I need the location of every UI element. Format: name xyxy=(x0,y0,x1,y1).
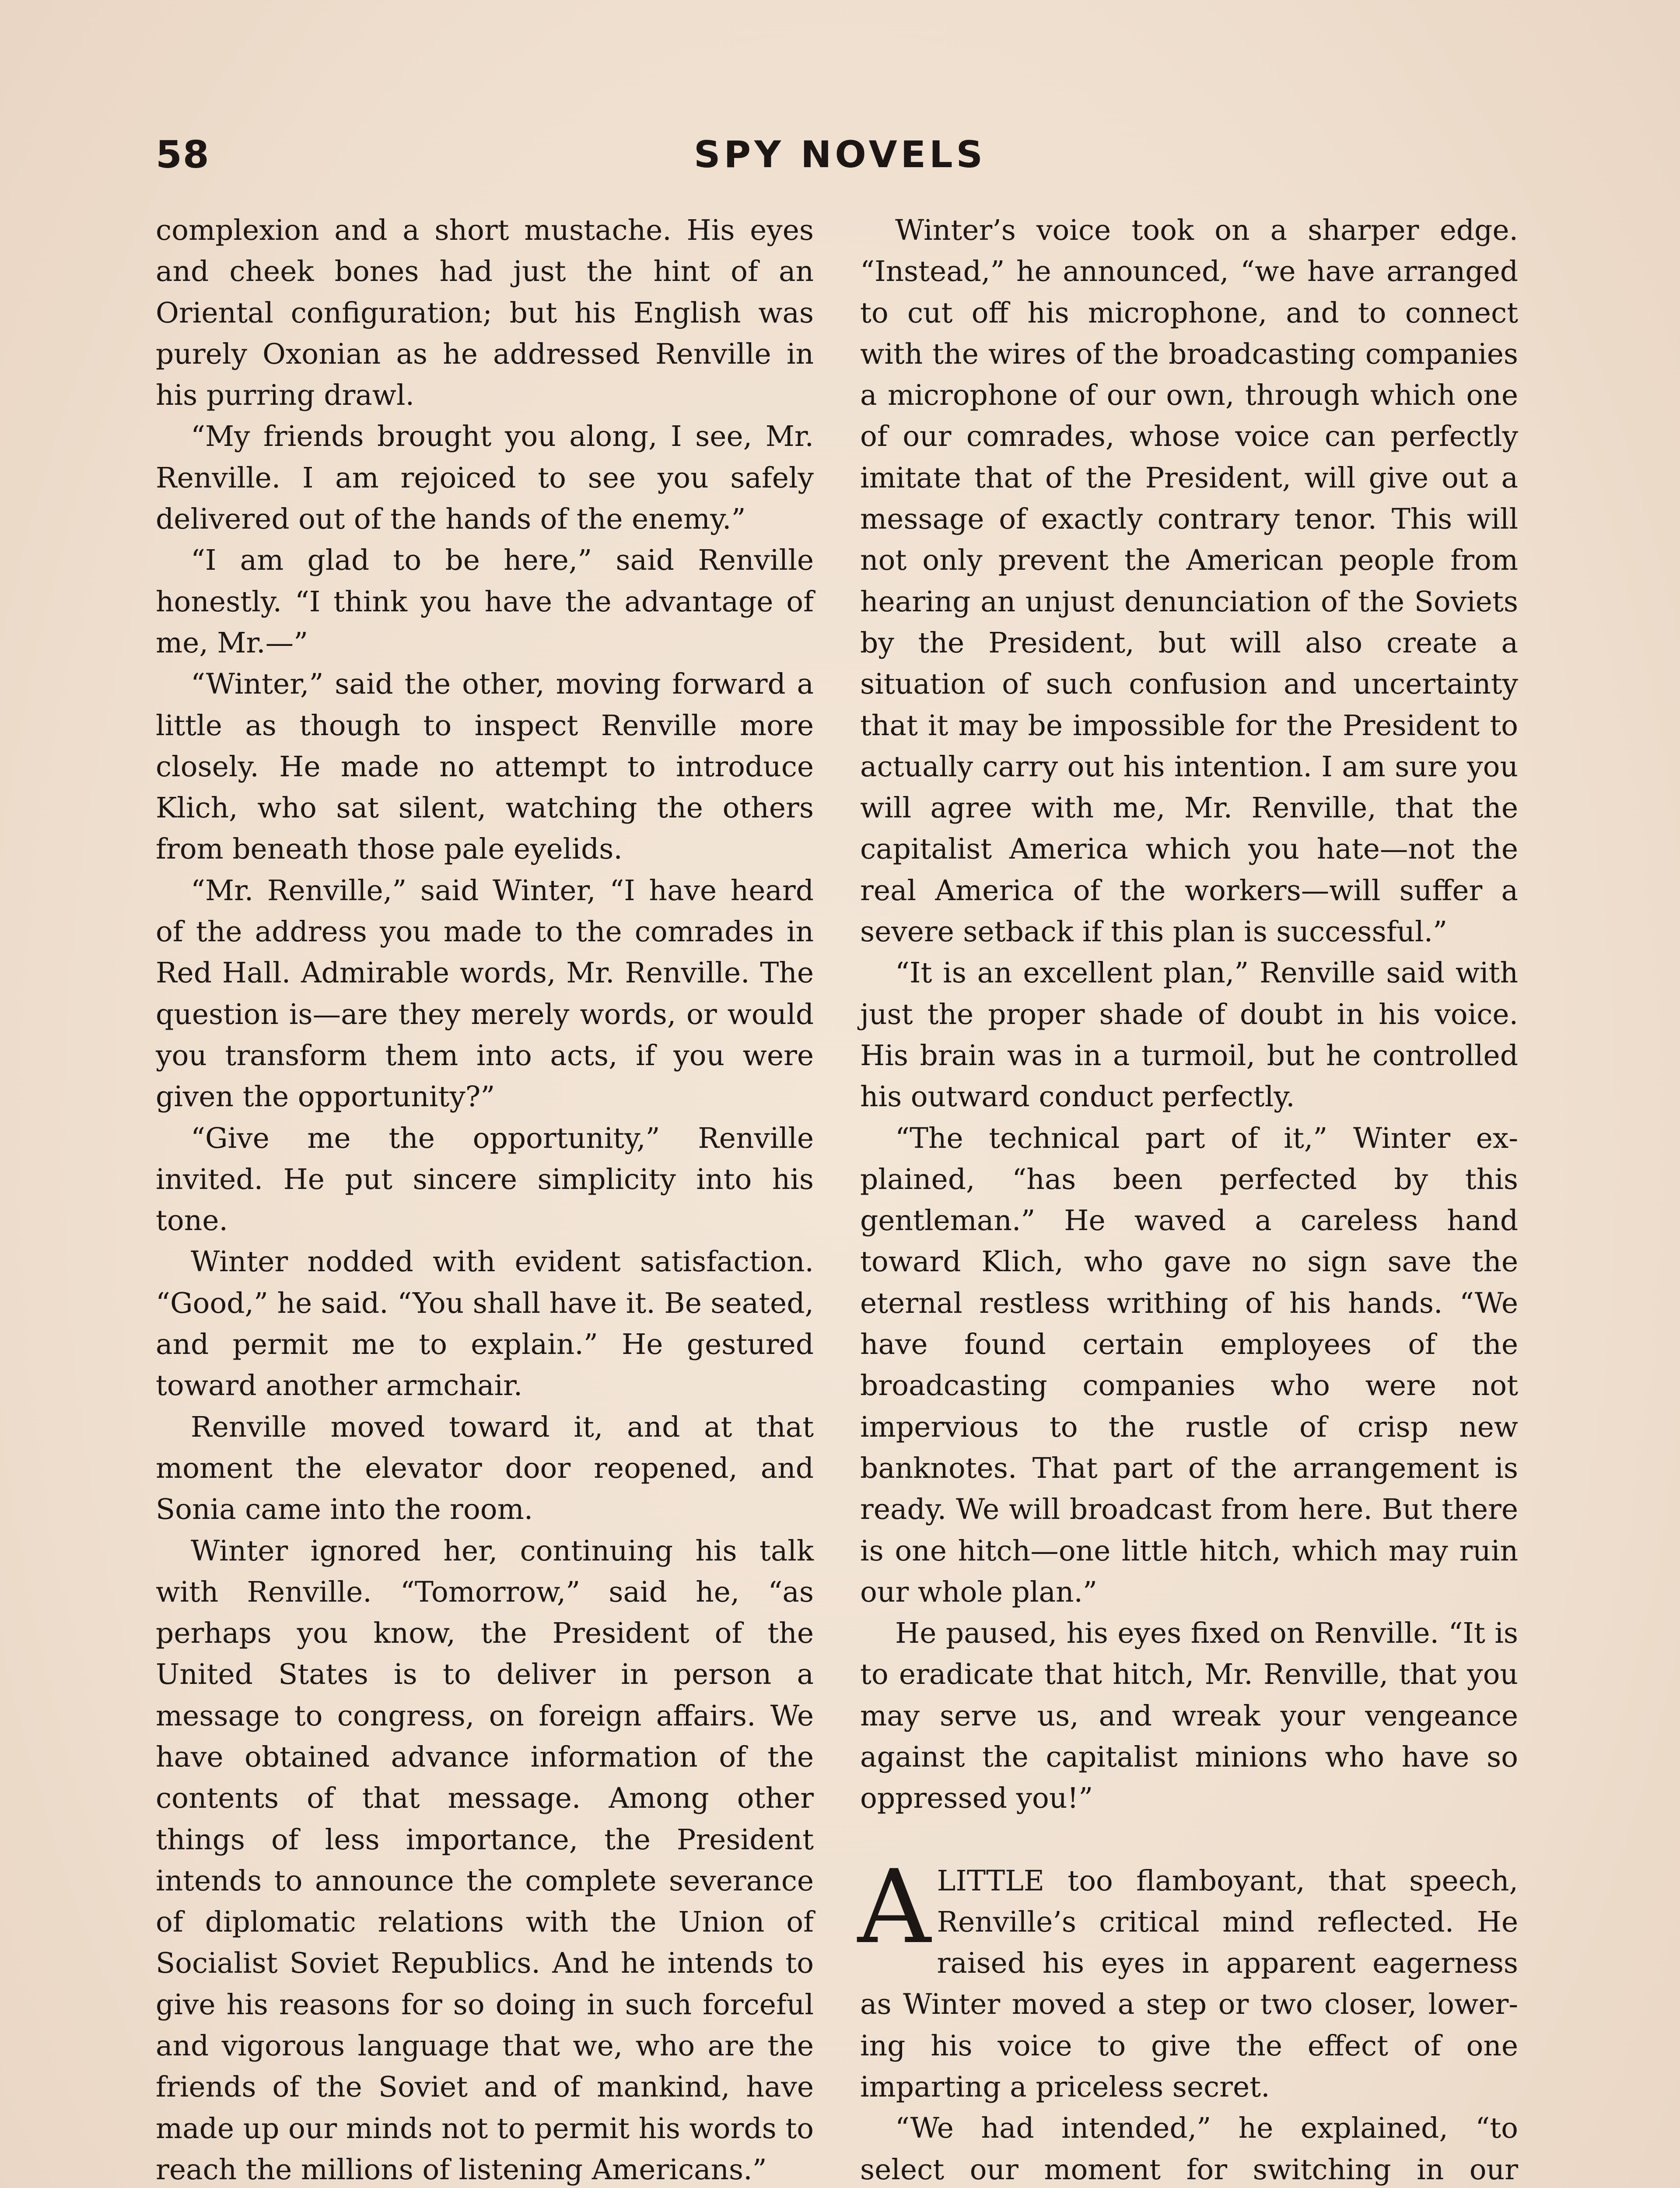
paragraph: “We had intended,” he explained, “to select our moment for switching in our xyxy=(860,2112,1518,2186)
page-header xyxy=(156,130,1524,186)
paragraph: “My friends brought you along, I see, Mr. Renville. I am rejoiced to see you safely delivered out of the hands of the enemy.” xyxy=(156,420,814,536)
section-opening-text: LITTLE too flamboyant, that speech, Renville’s critical mind reflected. He raised his eyes in apparent eagerness as Winter moved a step or two closer, lowering his voice to give the effect of one imparting a priceless secret. xyxy=(860,1864,1518,2104)
paragraph: complexion and a short mustache. His eyes and cheek bones had just the hint of an Oriental configuration; but his English was purely Oxonian as he addressed Renville in his purring drawl. xyxy=(156,214,814,412)
paragraph: “The technical part of it,” Winter explained, “has been perfected by this gentleman.” He waved a careless hand toward Klich, who gave no sign save the eternal restless writhing of his hands. “We have found certain employees of the broadcasting companies who were not impervious to the rustle of crisp new banknotes. That part of the arrangement is ready. We will broadcast from here. But there is one hitch—one little hitch, which may ruin our whole plan.” xyxy=(860,1122,1518,1609)
paragraph: Winter nodded with evident satisfaction. “Good,” he said. “You shall have it. Be seated, and permit me to explain.” He gestured toward another armchair. xyxy=(156,1245,814,1403)
left-column xyxy=(156,210,814,2188)
paragraph: “It is an excellent plan,” Renville said with just the proper shade of doubt in his voice. His brain was in a turmoil, but he controlled his outward conduct perfectly. xyxy=(860,957,1518,1114)
drop-cap: A xyxy=(858,1848,931,1966)
paragraph: Renville moved toward it, and at that moment the elevator door reopened, and Sonia came into the room. xyxy=(156,1410,814,1526)
paragraph: Winter ignored her, continuing his talk with Renville. “Tomorrow,” said he, “as perhaps you know, the President of the United States is to deliver in person a message to congress, on foreign affairs. We have obtained advance information of the contents of that message. Among other things of less importance, the President intends to announce the complete severance of diplomatic relations with the Union of Socialist Soviet Republics. And he intends to give his reasons for so doing in such forceful and vigorous language that we, who are the friends of the Soviet and of mankind, have made up our minds not to permit his words to reach the millions of listening Americans.” xyxy=(156,1534,814,2186)
paragraph: “Give me the opportunity,” Renville invited. He put sincere simplicity into his tone. xyxy=(156,1122,814,1238)
paragraph: “Mr. Renville,” said Winter, “I have heard of the address you made to the comrades in Red Hall. Admirable words, Mr. Renville. The question is—are they merely words, or would you transform them into acts, if you were given the opportunity?” xyxy=(156,874,814,1114)
right-column xyxy=(860,210,1518,2188)
section-opening-paragraph xyxy=(858,1848,1518,2108)
paragraph: “I am glad to be here,” said Renville honestly. “I think you have the advantage of me, Mr.—” xyxy=(156,544,814,659)
page-number: 58 xyxy=(156,133,210,177)
paragraph: He paused, his eyes fixed on Renville. “It is to eradicate that hitch, Mr. Renville, that you may serve us, and wreak your vengeance against the capitalist minions who have so oppressed you!” xyxy=(860,1617,1518,1815)
paragraph: “Winter,” said the other, moving forward a little as though to inspect Renville more closely. He made no attempt to introduce Klich, who sat silent, watching the others from beneath those pale eyelids. xyxy=(156,668,814,866)
section-break xyxy=(860,1820,1518,1861)
running-head: SPY NOVELS xyxy=(694,133,986,176)
paragraph: Winter’s voice took on a sharper edge. “Instead,” he announced, “we have arranged to cut off his microphone, and to connect with the wires of the broadcasting companies a microphone of our own, through which one of our comrades, whose voice can perfectly imitate that of the President, will give out a message of exactly contrary tenor. This will not only prevent the American people from hearing an unjust denunciation of the Soviets by the President, but will also create a situation of such confusion and uncertainty that it may be impossible for the President to actually carry out his intention. I am sure you will agree with me, Mr. Renville, that the capitalist America which you hate—not the real America of the workers—will suffer a severe setback if this plan is successful.” xyxy=(860,214,1518,949)
